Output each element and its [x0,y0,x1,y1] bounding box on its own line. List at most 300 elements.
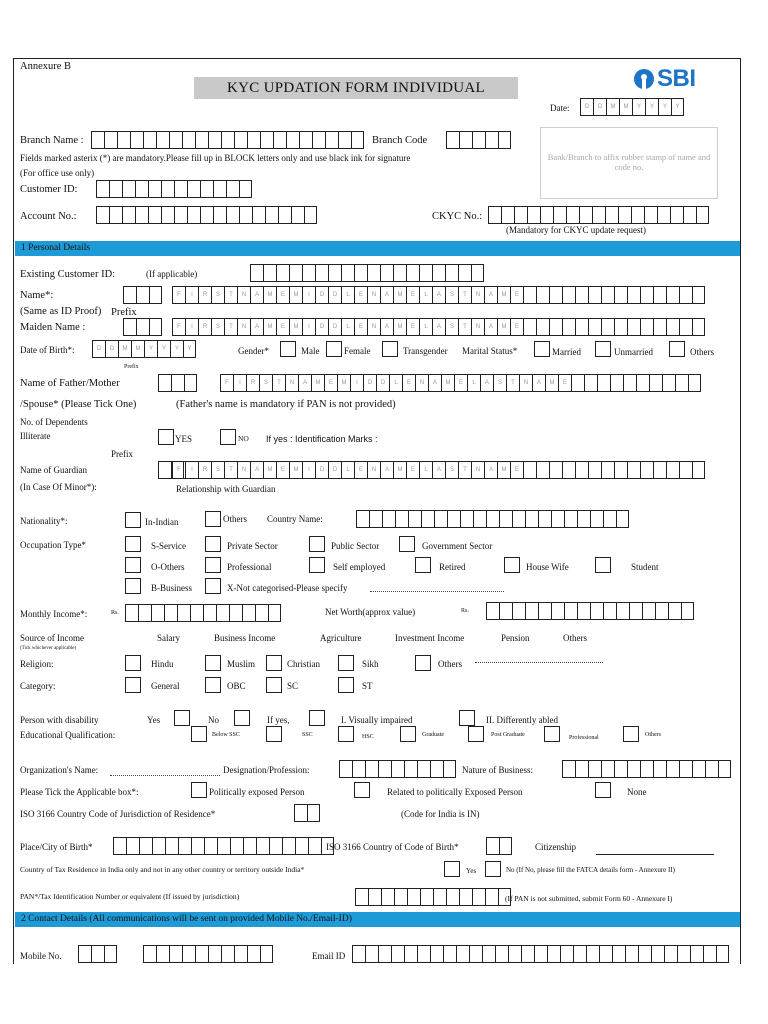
char-box[interactable]: S [259,374,272,392]
char-box[interactable]: D [315,286,328,304]
char-box[interactable]: M [131,340,144,358]
char-box[interactable]: E [558,374,571,392]
char-box[interactable]: F [172,318,185,336]
organization-line[interactable] [110,775,220,776]
char-box[interactable] [152,837,165,855]
gender-transgender-checkbox[interactable] [382,341,398,357]
char-box[interactable] [78,945,91,963]
char-box[interactable]: F [220,374,233,392]
char-box[interactable]: E [354,286,367,304]
char-box[interactable] [394,888,407,906]
char-box[interactable] [417,945,430,963]
char-box[interactable] [135,180,148,198]
nature-business-input[interactable] [562,760,731,778]
char-box[interactable] [113,837,126,855]
monthly-income-input[interactable] [125,604,281,622]
char-box[interactable] [182,131,195,149]
char-box[interactable] [653,318,666,336]
char-box[interactable] [302,264,315,282]
marital-married-checkbox[interactable] [534,341,550,357]
char-box[interactable]: A [432,286,445,304]
char-box[interactable] [623,374,636,392]
char-box[interactable] [482,945,495,963]
char-box[interactable] [498,131,511,149]
char-box[interactable]: A [380,461,393,479]
char-box[interactable] [123,318,136,336]
char-box[interactable] [355,888,368,906]
char-box[interactable] [597,374,610,392]
char-box[interactable] [143,131,156,149]
char-box[interactable] [368,888,381,906]
char-box[interactable] [148,206,161,224]
char-box[interactable] [592,206,605,224]
char-box[interactable] [430,760,443,778]
char-box[interactable] [653,760,666,778]
char-box[interactable] [158,461,171,479]
char-box[interactable] [512,510,525,528]
char-box[interactable] [407,888,420,906]
char-box[interactable] [538,602,551,620]
char-box[interactable] [605,206,618,224]
char-box[interactable]: E [276,286,289,304]
char-box[interactable] [226,180,239,198]
char-box[interactable] [636,374,649,392]
char-box[interactable]: S [445,318,458,336]
religion-muslim-checkbox[interactable] [205,655,221,671]
char-box[interactable] [369,510,382,528]
char-box[interactable] [523,318,536,336]
char-box[interactable]: E [276,318,289,336]
category-obc-checkbox[interactable] [205,677,221,693]
char-box[interactable] [472,131,485,149]
char-box[interactable] [130,131,143,149]
char-box[interactable] [169,131,182,149]
char-box[interactable]: L [341,461,354,479]
char-box[interactable] [430,945,443,963]
char-box[interactable] [525,510,538,528]
category-st-checkbox[interactable] [338,677,354,693]
char-box[interactable] [588,318,601,336]
char-box[interactable] [96,206,109,224]
char-box[interactable]: A [432,318,445,336]
char-box[interactable] [239,180,252,198]
char-box[interactable] [404,760,417,778]
char-box[interactable] [571,374,584,392]
customer-id-input[interactable] [96,180,252,198]
char-box[interactable] [703,945,716,963]
char-box[interactable] [562,760,575,778]
specify-line[interactable] [370,591,504,592]
char-box[interactable]: S [445,286,458,304]
char-box[interactable]: M [441,374,454,392]
char-box[interactable] [662,374,675,392]
char-box[interactable] [91,131,104,149]
citizenship-line[interactable] [596,854,714,855]
char-box[interactable] [158,374,171,392]
char-box[interactable] [495,945,508,963]
occupation-self-employed-checkbox[interactable] [309,557,325,573]
char-box[interactable] [446,131,459,149]
char-box[interactable] [547,945,560,963]
char-box[interactable] [177,604,190,622]
char-box[interactable] [705,760,718,778]
char-box[interactable] [675,374,688,392]
char-box[interactable] [640,760,653,778]
char-box[interactable] [562,461,575,479]
char-box[interactable]: N [285,374,298,392]
char-box[interactable]: M [497,318,510,336]
char-box[interactable]: M [289,318,302,336]
char-box[interactable]: A [484,286,497,304]
char-box[interactable]: N [237,286,250,304]
char-box[interactable] [616,602,629,620]
char-box[interactable]: S [211,318,224,336]
char-box[interactable]: I [302,286,315,304]
char-box[interactable] [434,510,447,528]
char-box[interactable] [169,945,182,963]
disability-if-yes-checkbox[interactable] [309,710,325,726]
char-box[interactable] [447,510,460,528]
char-box[interactable] [640,318,653,336]
char-box[interactable] [614,760,627,778]
char-box[interactable] [499,510,512,528]
char-box[interactable] [521,945,534,963]
occupation-retired-checkbox[interactable] [415,557,431,573]
char-box[interactable]: N [471,461,484,479]
char-box[interactable]: Y [645,98,658,116]
char-box[interactable] [217,837,230,855]
char-box[interactable] [588,760,601,778]
char-box[interactable] [577,602,590,620]
char-box[interactable] [575,318,588,336]
date-input[interactable] [580,98,684,116]
char-box[interactable]: A [484,318,497,336]
char-box[interactable]: N [367,286,380,304]
char-box[interactable] [367,264,380,282]
char-box[interactable] [588,286,601,304]
religion-others-line[interactable] [475,662,603,663]
char-box[interactable]: D [376,374,389,392]
char-box[interactable]: M [289,286,302,304]
char-box[interactable]: A [480,374,493,392]
char-box[interactable]: R [198,318,211,336]
net-worth-input[interactable] [486,602,694,620]
char-box[interactable]: S [211,461,224,479]
char-box[interactable] [174,180,187,198]
char-box[interactable] [601,760,614,778]
mobile-country-input[interactable] [78,945,117,963]
char-box[interactable] [677,945,690,963]
char-box[interactable]: F [172,286,185,304]
char-box[interactable] [378,945,391,963]
char-box[interactable]: E [276,461,289,479]
char-box[interactable] [339,760,352,778]
char-box[interactable] [499,602,512,620]
char-box[interactable]: E [406,286,419,304]
char-box[interactable] [291,206,304,224]
char-box[interactable]: A [380,318,393,336]
char-box[interactable] [312,131,325,149]
father-name-input[interactable] [220,374,701,392]
char-box[interactable] [182,945,195,963]
char-box[interactable] [692,760,705,778]
char-box[interactable] [586,945,599,963]
char-box[interactable] [408,510,421,528]
char-box[interactable] [651,945,664,963]
char-box[interactable] [139,837,152,855]
char-box[interactable] [328,264,341,282]
char-box[interactable] [590,602,603,620]
char-box[interactable] [143,945,156,963]
char-box[interactable] [255,604,268,622]
char-box[interactable] [278,206,291,224]
guardian-name-input[interactable] [172,461,705,479]
religion-sikh-checkbox[interactable] [338,655,354,671]
char-box[interactable] [365,945,378,963]
char-box[interactable]: M [393,461,406,479]
char-box[interactable]: A [428,374,441,392]
char-box[interactable] [601,318,614,336]
char-box[interactable] [138,604,151,622]
char-box[interactable] [184,374,197,392]
char-box[interactable] [252,206,265,224]
char-box[interactable]: D [315,461,328,479]
char-box[interactable]: M [337,374,350,392]
char-box[interactable]: D [105,340,118,358]
char-box[interactable]: M [311,374,324,392]
char-box[interactable] [627,286,640,304]
education-below-ssc-checkbox[interactable] [191,726,207,742]
char-box[interactable] [485,888,498,906]
char-box[interactable] [575,461,588,479]
char-box[interactable]: N [415,374,428,392]
char-box[interactable] [679,286,692,304]
char-box[interactable] [640,461,653,479]
char-box[interactable] [91,945,104,963]
char-box[interactable]: M [497,286,510,304]
char-box[interactable] [289,264,302,282]
char-box[interactable] [195,131,208,149]
gender-female-checkbox[interactable] [326,341,342,357]
religion-christian-checkbox[interactable] [266,655,282,671]
char-box[interactable] [239,206,252,224]
char-box[interactable] [268,604,281,622]
char-box[interactable] [696,206,709,224]
char-box[interactable] [378,760,391,778]
visually-impaired-checkbox[interactable] [459,710,475,726]
char-box[interactable]: N [367,318,380,336]
char-box[interactable] [208,945,221,963]
char-box[interactable]: L [341,318,354,336]
char-box[interactable] [432,264,445,282]
account-no-input[interactable] [96,206,317,224]
char-box[interactable]: A [250,318,263,336]
char-box[interactable]: E [406,461,419,479]
char-box[interactable]: D [328,461,341,479]
char-box[interactable] [419,264,432,282]
char-box[interactable] [575,760,588,778]
char-box[interactable]: M [393,286,406,304]
father-prefix-input[interactable] [158,374,197,392]
occupation-business-checkbox[interactable] [125,578,141,594]
ckyc-no-input[interactable] [488,206,709,224]
char-box[interactable]: N [237,461,250,479]
char-box[interactable]: M [263,461,276,479]
education-others-checkbox[interactable] [623,726,639,742]
char-box[interactable] [161,180,174,198]
char-box[interactable] [161,206,174,224]
char-box[interactable] [247,131,260,149]
char-box[interactable] [122,180,135,198]
char-box[interactable] [174,206,187,224]
char-box[interactable] [692,461,705,479]
char-box[interactable] [486,602,499,620]
char-box[interactable] [618,206,631,224]
char-box[interactable]: T [224,318,237,336]
char-box[interactable]: S [493,374,506,392]
name-input[interactable] [172,286,705,304]
marital-others-checkbox[interactable] [669,341,685,357]
char-box[interactable] [156,945,169,963]
char-box[interactable] [610,374,623,392]
char-box[interactable] [471,264,484,282]
char-box[interactable] [666,461,679,479]
char-box[interactable] [230,837,243,855]
education-graduate-checkbox[interactable] [400,726,416,742]
char-box[interactable] [200,206,213,224]
char-box[interactable] [221,945,234,963]
char-box[interactable] [109,206,122,224]
char-box[interactable] [472,888,485,906]
char-box[interactable] [191,837,204,855]
char-box[interactable]: D [328,286,341,304]
email-input[interactable] [352,945,729,963]
char-box[interactable] [446,888,459,906]
char-box[interactable] [584,374,597,392]
char-box[interactable] [499,837,512,855]
char-box[interactable] [560,945,573,963]
char-box[interactable]: M [289,461,302,479]
char-box[interactable] [417,760,430,778]
char-box[interactable] [265,206,278,224]
char-box[interactable] [156,131,169,149]
char-box[interactable]: T [458,286,471,304]
char-box[interactable] [149,286,162,304]
char-box[interactable] [473,510,486,528]
char-box[interactable] [122,206,135,224]
char-box[interactable] [460,510,473,528]
char-box[interactable] [525,602,538,620]
char-box[interactable] [458,264,471,282]
char-box[interactable] [603,510,616,528]
char-box[interactable]: L [419,461,432,479]
char-box[interactable]: A [380,286,393,304]
char-box[interactable] [165,837,178,855]
char-box[interactable] [527,206,540,224]
tax-no-checkbox[interactable] [485,861,501,877]
char-box[interactable] [642,602,655,620]
mobile-no-input[interactable] [143,945,273,963]
char-box[interactable] [566,206,579,224]
char-box[interactable] [716,945,729,963]
char-box[interactable]: T [506,374,519,392]
char-box[interactable] [549,461,562,479]
char-box[interactable] [627,760,640,778]
char-box[interactable] [221,131,234,149]
char-box[interactable] [234,945,247,963]
char-box[interactable] [443,760,456,778]
char-box[interactable] [187,206,200,224]
char-box[interactable]: N [237,318,250,336]
char-box[interactable]: E [406,318,419,336]
place-birth-input[interactable] [113,837,334,855]
char-box[interactable] [117,131,130,149]
char-box[interactable] [614,318,627,336]
religion-hindu-checkbox[interactable] [125,655,141,671]
char-box[interactable] [109,180,122,198]
char-box[interactable] [295,837,308,855]
occupation-student-checkbox[interactable] [595,557,611,573]
char-box[interactable]: M [497,461,510,479]
char-box[interactable]: R [246,374,259,392]
char-box[interactable] [200,180,213,198]
related-pep-checkbox[interactable] [354,782,370,798]
char-box[interactable] [338,131,351,149]
char-box[interactable] [96,180,109,198]
pep-checkbox[interactable] [191,782,207,798]
char-box[interactable] [406,264,419,282]
char-box[interactable] [692,286,705,304]
char-box[interactable] [171,374,184,392]
char-box[interactable] [269,837,282,855]
char-box[interactable]: M [263,318,276,336]
education-professional-checkbox[interactable] [544,726,560,742]
dob-input[interactable] [92,340,196,358]
char-box[interactable]: F [172,461,185,479]
char-box[interactable]: E [510,461,523,479]
char-box[interactable]: D [593,98,606,116]
disability-no-checkbox[interactable] [234,710,250,726]
char-box[interactable] [627,461,640,479]
char-box[interactable]: N [367,461,380,479]
char-box[interactable] [625,945,638,963]
char-box[interactable] [365,760,378,778]
char-box[interactable] [276,264,289,282]
char-box[interactable]: E [454,374,467,392]
char-box[interactable] [213,206,226,224]
char-box[interactable]: Y [183,340,196,358]
char-box[interactable] [260,131,273,149]
char-box[interactable]: N [471,286,484,304]
occupation-professional-checkbox[interactable] [205,557,221,573]
char-box[interactable] [551,602,564,620]
char-box[interactable]: A [532,374,545,392]
char-box[interactable] [404,945,417,963]
char-box[interactable] [579,206,592,224]
occupation-others-checkbox[interactable] [125,557,141,573]
char-box[interactable] [104,131,117,149]
char-box[interactable] [599,945,612,963]
char-box[interactable]: D [328,318,341,336]
char-box[interactable] [551,510,564,528]
char-box[interactable]: T [458,461,471,479]
char-box[interactable] [616,510,629,528]
category-general-checkbox[interactable] [125,677,141,693]
char-box[interactable] [325,131,338,149]
char-box[interactable]: Y [632,98,645,116]
char-box[interactable] [243,837,256,855]
char-box[interactable]: E [402,374,415,392]
